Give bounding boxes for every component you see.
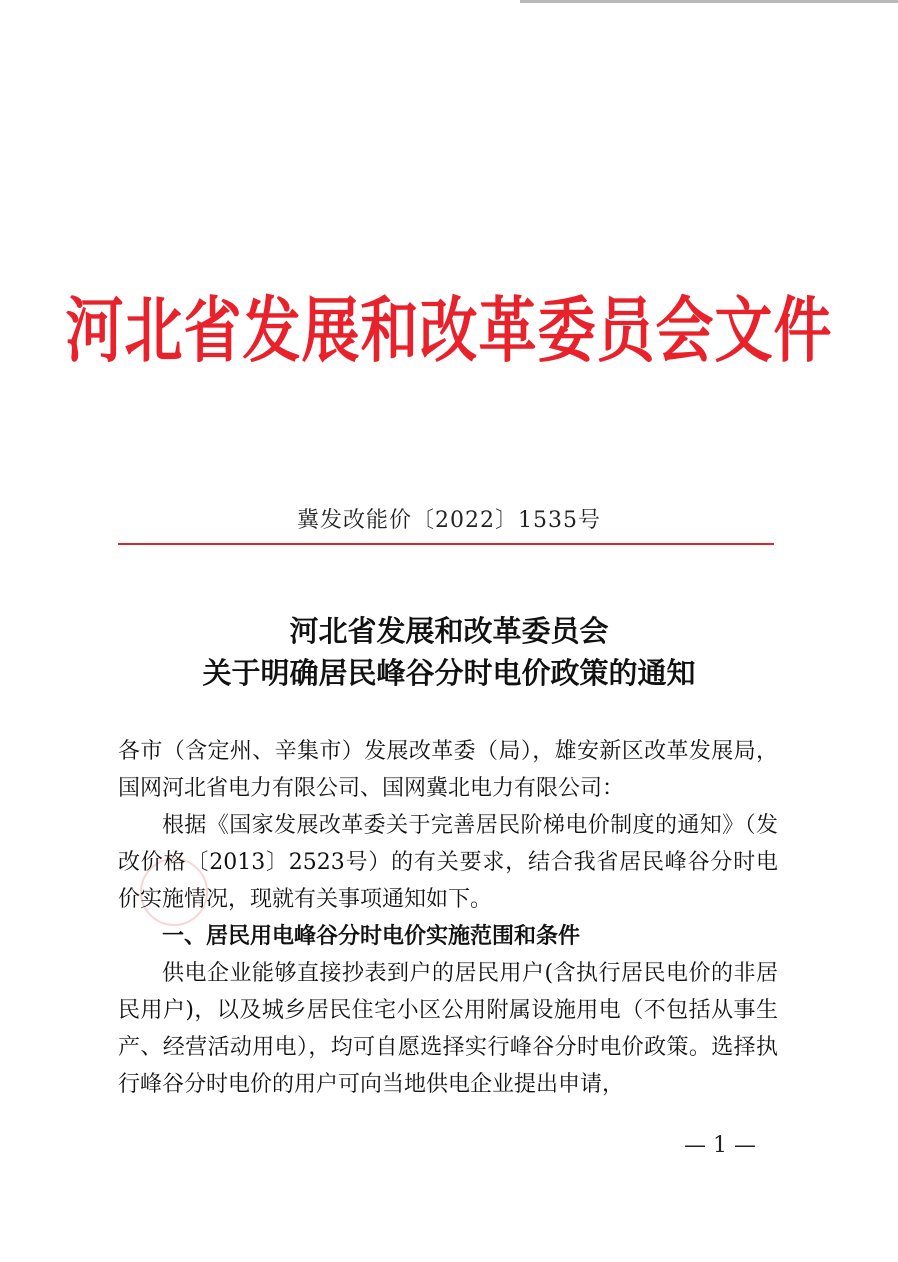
document-header-title: 河北省发展和改革委员会文件	[65, 289, 833, 373]
red-divider-line	[118, 543, 774, 545]
intro-paragraph: 根据《国家发展改革委关于完善居民阶梯电价制度的通知》（发改价格〔2013〕2523号）的有关要求，结合我省居民峰谷分时电价实施情况，现就有关事项通知如下。	[118, 813, 778, 912]
section-1-heading: 一、居民用电峰谷分时电价实施范围和条件	[162, 924, 581, 949]
document-number: 冀发改能价〔2022〕1535号	[297, 508, 601, 533]
page-number: — 1 —	[684, 1133, 756, 1158]
notice-title	[0, 610, 898, 694]
scan-edge-shadow	[520, 0, 898, 3]
addressee-paragraph: 各市（含定州、辛集市）发展改革委（局），雄安新区改革发展局，国网河北省电力有限公司、国网冀北电力有限公司：	[118, 739, 778, 801]
notice-title-line-2: 关于明确居民峰谷分时电价政策的通知	[202, 656, 696, 690]
notice-title-line-1: 河北省发展和改革委员会	[289, 614, 609, 648]
section-1-paragraph: 供电企业能够直接抄表到户的居民用户(含执行居民电价的非居民用户)，以及城乡居民住宅小区公用附属设施用电（不包括从事生产、经营活动用电），均可自愿选择实行峰谷分时电价政策。选择执行峰谷分时电价的用户可向当地供电企业提出申请，	[118, 961, 778, 1097]
document-body	[118, 733, 778, 1103]
